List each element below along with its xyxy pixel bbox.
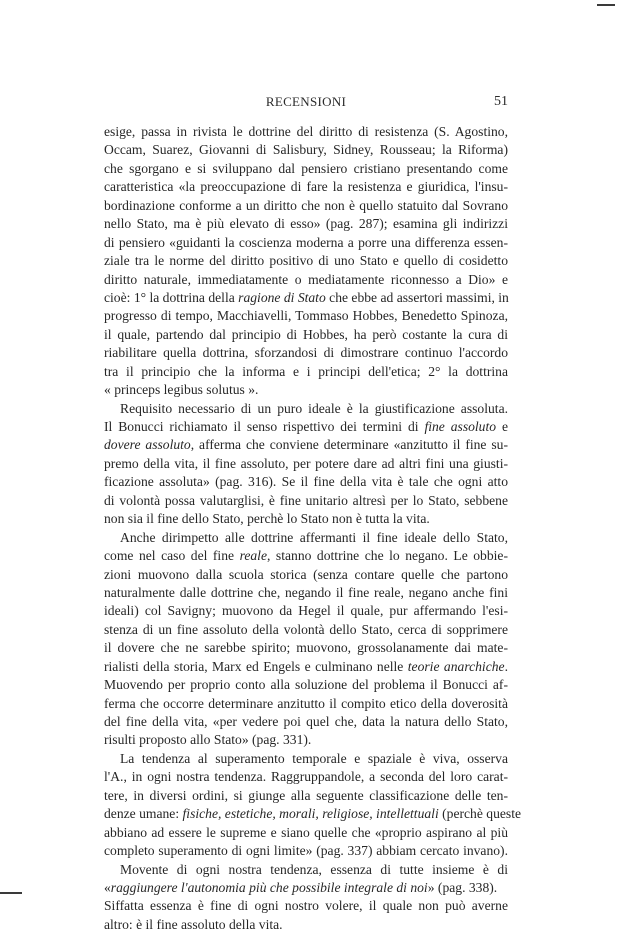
text-line [104, 916, 508, 934]
text-run: Requisito necessario di un puro ideale è la giustificazione assoluta. [120, 400, 508, 416]
text-line [104, 197, 508, 215]
text-run: La tendenza al superamento temporale e spaziale è viva, osserva [120, 750, 508, 766]
running-title: RECENSIONI [265, 94, 347, 109]
text-run: e [496, 419, 509, 434]
text-line [104, 695, 508, 713]
text-run: altro: è il fine assoluto della vita. [104, 916, 283, 932]
text-line [104, 271, 508, 289]
text-line [104, 529, 508, 547]
text-run: progresso di tempo, Macchiavelli, Tommaso Hobbes, Benedetto Spinoza, [104, 308, 508, 324]
text-run: (perchè queste [438, 806, 522, 822]
text-line [104, 123, 508, 141]
text-run: Occam, Suarez, Giovanni di Salisbury, Sidney, Rousseau; la Riforma) [104, 142, 508, 158]
text-run: bordinazione conforme a un diritto che non è quello statuito dal Sovrano [104, 197, 508, 213]
text-run: rialisti della storia, Marx ed Engels e culminano nelle [104, 658, 408, 674]
text-line [104, 566, 508, 584]
text-line [104, 621, 508, 639]
text-run: tra il principio che la informa e i principi dell'etica; 2° la dottrina [104, 363, 508, 379]
italic-text-run: dovere assoluto [104, 437, 191, 453]
italic-text-run: reale [239, 548, 267, 564]
text-run: denze umane: [104, 806, 183, 822]
italic-text-run: fisiche, estetiche, morali, religiose, intellettuali [182, 806, 439, 822]
text-line [104, 307, 508, 325]
text-line [104, 418, 508, 436]
text-run: diritto naturale, immediatamente o mediatamente riconnesso a Dio» e [104, 271, 508, 287]
text-run: abbiano ad essere le supreme e siano quelle che «proprio aspirano al più [104, 824, 508, 840]
text-run: ficazione assoluta» (pag. 316). Se il fine della vita è tale che ogni atto [104, 474, 508, 490]
text-line [104, 805, 522, 823]
text-run: « [104, 879, 111, 895]
text-run: di volontà possa valutarglisi, è fine unitario altresì per lo Stato, sebbene [104, 492, 508, 508]
text-run: « princeps legibus solutus ». [104, 382, 259, 398]
text-line [104, 289, 508, 307]
text-line [104, 713, 508, 731]
text-run: che sgorgano e si sviluppano dal pensiero cristiano presentando come [104, 160, 508, 176]
text-line [104, 658, 508, 676]
text-run: caratteristica «la preoccupazione di fare la resistenza e giuridica, l'insu- [104, 179, 508, 195]
text-run: come nel caso del fine [104, 548, 240, 564]
text-run: di pensiero «guidanti la coscienza moderna a porre una differenza essen- [104, 234, 508, 250]
text-line [104, 842, 508, 860]
text-run: , stanno dottrine che lo negano. Le obbie- [267, 548, 508, 564]
text-line [104, 731, 508, 749]
text-run: il dovere che ne sarebbe spirito; muovono, grossolanamente dai mate- [104, 640, 508, 656]
text-run: cioè: 1° la dottrina della [104, 289, 239, 305]
text-line [104, 547, 508, 565]
text-line [104, 861, 508, 879]
text-line [104, 160, 508, 178]
text-run: del fine della vita, «per vedere poi quel che, data la natura dello Stato, [104, 714, 508, 729]
italic-text-run: ragione di Stato [238, 289, 326, 305]
text-run: , afferma che conviene determinare «anzitutto il fine su- [190, 437, 508, 453]
text-line [104, 215, 508, 233]
text-run: Siffatta essenza è fine di ogni nostro volere, il quale non può averne [104, 898, 508, 914]
text-line [104, 344, 508, 362]
text-run: ziale tra le norme del diritto positivo di uno Stato e quello di cosidetto [104, 253, 508, 269]
text-line [104, 824, 508, 842]
text-run: Anche dirimpetto alle dottrine affermanti il fine ideale dello Stato, [120, 529, 508, 545]
text-run: Il Bonucci richiamato il senso rispettivo dei termini di [104, 419, 425, 434]
text-run: riabilitare quella dottrina, sforzandosi di dimostrare continuo l'accordo [104, 345, 508, 361]
text-run: nello Stato, ma è più elevato di esso» (pag. 287); esamina gli indirizzi [104, 216, 508, 232]
text-run: l'A., in ogni nostra tendenza. Raggruppandole, a seconda del loro carat- [104, 769, 508, 785]
text-line [104, 455, 508, 473]
review-body-text [104, 123, 522, 934]
text-line [104, 234, 508, 252]
page-header [104, 94, 508, 114]
text-line [104, 750, 508, 768]
text-run: zioni muovono dalla scuola storica (senza contare quelle che partono [104, 566, 508, 582]
text-run: risulti proposto allo Stato» (pag. 331). [104, 732, 312, 748]
text-line [104, 492, 508, 510]
text-line [104, 381, 508, 399]
text-run: completo superamento di ogni limite» (pag. 337) abbiam cercato invano). [104, 843, 508, 859]
text-run: Muovendo per proprio conto alla soluzione del problema il Bonucci af- [104, 677, 508, 693]
text-line [104, 768, 508, 786]
text-run: ideali) col Savigny; muovono da Hegel il quale, pur affermando l'esi- [104, 603, 508, 619]
text-line [104, 436, 508, 454]
text-line [104, 363, 508, 381]
scan-edge-mark-top-right [597, 4, 615, 6]
text-line [104, 141, 508, 159]
text-run: stenza di un fine assoluto della volontà dello Stato, cerca di sopprimere [104, 621, 508, 637]
text-run: Movente di ogni nostra tendenza, essenza di tutte insieme è di [120, 861, 508, 877]
text-run: naturalmente dalle dottrine che, negando il fine reale, negano anche fini [104, 584, 508, 600]
page-number: 51 [494, 94, 508, 109]
text-run: tere, in diversi ordini, si giunge alla seguente classificazione delle ten- [104, 787, 508, 803]
text-line [104, 676, 508, 694]
italic-text-run: teorie anarchiche [407, 658, 505, 674]
text-line [104, 510, 508, 528]
text-line [104, 602, 508, 620]
text-run: non sia il fine dello Stato, perchè lo Stato non è tutta la vita. [104, 511, 430, 527]
text-run: che ebbe ad assertori massimi, in [325, 289, 509, 305]
text-line [104, 897, 508, 915]
text-line [104, 879, 508, 897]
text-line [104, 584, 508, 602]
text-run: ferma che occorre determinare anzitutto il compito etico della doverosità [104, 695, 508, 711]
text-run: . [504, 658, 508, 674]
text-run: esige, passa in rivista le dottrine del diritto di resistenza (S. Agostino, [104, 124, 508, 139]
text-run: premo della vita, il fine assoluto, per potere dare ad altri fini una giusti- [104, 455, 508, 471]
text-line [104, 326, 508, 344]
scan-edge-mark-bottom-left [0, 892, 22, 894]
italic-text-run: fine assoluto [424, 419, 497, 434]
text-line [104, 473, 508, 491]
text-line [104, 787, 508, 805]
text-run: il quale, partendo dal principio di Hobbes, ha però costante la cura di [104, 326, 508, 342]
text-line [104, 639, 508, 657]
italic-text-run: raggiungere l'autonomia più che possibile integrale di noi [110, 879, 428, 895]
text-run: » (pag. 338). [427, 879, 498, 895]
text-line [104, 400, 508, 418]
text-line [104, 252, 508, 270]
text-line [104, 178, 508, 196]
